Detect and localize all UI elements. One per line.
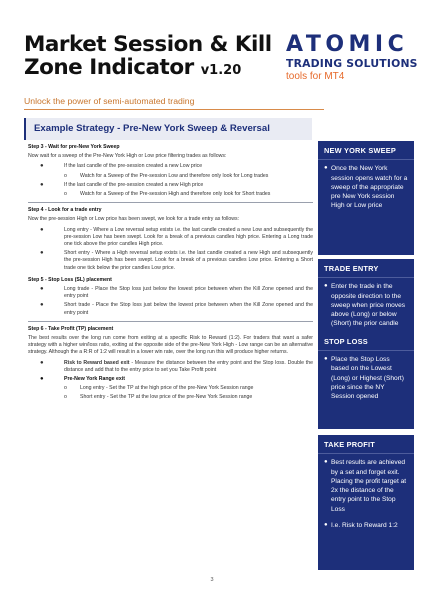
list-item	[318, 517, 414, 533]
step6-bullet2-sub1: Long entry - Set the TP at the high price of the pre-New York Session range	[80, 385, 254, 392]
tagline-divider	[24, 109, 324, 110]
circle-bullet-icon: o	[64, 172, 67, 179]
circle-bullet-icon: o	[64, 385, 67, 392]
list-item	[318, 454, 414, 517]
title-line-2-text: Zone Indicator	[24, 55, 194, 80]
circle-bullet-icon: o	[64, 191, 67, 198]
bullet-icon: ●	[40, 302, 44, 309]
trade-entry-text: Enter the trade in the opposite direction to the sweep when price moves above (Long) or below (Short) the prior candle	[331, 283, 406, 328]
bullet-icon: ●	[324, 459, 328, 466]
title-line-2	[24, 56, 272, 83]
step6-bullet2: Pre-New York Range exit	[64, 376, 125, 383]
list-item	[28, 182, 313, 189]
list-item	[28, 286, 313, 300]
step6-bullet2-sub2: Short entry - Set the TP at the low price of the pre-New York Session range	[80, 394, 253, 401]
list-item	[28, 173, 313, 180]
step6-intro: The best results over the long run come from exiting at a specific Risk to Reward (1:2). For traders that want a safer strategy with a higher win/loss ratio, exiting at the opposite side of the pre-New York High - Low range can be an alternative strategy. Although the a R:R of 1:2 will result in a lower win rate, over the long run this will produce higher returns.	[28, 335, 313, 356]
bullet-icon: ●	[324, 283, 328, 290]
step5-bullet1: Long trade - Place the Stop loss just below the lowest price between when the Kill Zone opened and the entry point	[64, 286, 313, 300]
step3-bullet1: If the last candle of the pre-session created a new Low price	[64, 163, 203, 170]
take-profit-text-2: I.e. Risk to Reward 1:2	[331, 522, 398, 530]
step4-intro: Now the pre-session High or Low price has been swept, we look for a trade entry as follows:	[28, 216, 240, 223]
document-header	[24, 32, 418, 84]
sidebar-ny-sweep	[318, 141, 414, 255]
list-item	[28, 227, 313, 249]
step6-heading: Step 6 - Take Profit (TP) placement	[28, 321, 313, 335]
bullet-icon: ●	[40, 250, 44, 257]
circle-bullet-icon: o	[64, 394, 67, 401]
bullet-icon: ●	[40, 226, 44, 233]
bullet-icon: ●	[40, 376, 44, 383]
take-profit-text-1: Best results are achieved by a set and forget exit. Placing the profit target at 2x the distance of the entry point to the Stop Loss	[331, 459, 407, 513]
sidebar-trade-entry-stop-loss	[318, 259, 414, 429]
ny-sweep-title: NEW YORK SWEEP	[318, 141, 414, 160]
list-item	[318, 278, 414, 331]
step3-bullet2-sub: Watch for a Sweep of the Pre-session High and therefore only look for Short trades	[80, 191, 271, 198]
bullet-icon: ●	[40, 163, 44, 170]
logo-subtitle: TRADING SOLUTIONS	[286, 57, 418, 70]
list-item	[318, 160, 414, 213]
take-profit-title: TAKE PROFIT	[318, 435, 414, 454]
atomic-logo	[286, 34, 424, 83]
logo-name: ATOMIC	[286, 32, 409, 57]
step4-heading: Step 4 - Look for a trade entry	[28, 202, 313, 216]
bullet-icon: ●	[324, 356, 328, 363]
step4-bullet1: Long entry - Where a Low reversal setup exists i.e. the last candle created a new Low and subsequently the pre-session Low has been swept. Look for a break of a previous candles high price. Entering a Long trade one tick above the prior candles High price.	[64, 226, 313, 248]
logo-tagline: tools for MT4	[286, 71, 345, 82]
bullet-icon: ●	[324, 165, 328, 172]
version-label: v1.20	[200, 63, 242, 78]
list-item	[28, 302, 313, 316]
step5-bullet2: Short trade - Place the Stop loss just below the lowest price between when the Kill Zone opened and the entry point	[64, 302, 313, 316]
trade-entry-title: TRADE ENTRY	[318, 259, 414, 278]
stop-loss-text: Place the Stop Loss based on the Lowest (Long) or Highest (Short) price since the NY Session opened	[331, 356, 404, 401]
main-content	[28, 141, 313, 404]
list-item	[28, 360, 313, 374]
bullet-icon: ●	[40, 286, 44, 293]
bullet-icon: ●	[40, 359, 44, 366]
sidebar-take-profit	[318, 435, 414, 570]
bullet-icon: ●	[40, 181, 44, 188]
section-title: Example Strategy - Pre-New York Sweep & Reversal	[24, 118, 312, 140]
step5-heading: Step 5 - Stop Loss (SL) placement	[28, 276, 112, 283]
document-title	[24, 34, 272, 83]
step6-bullet1-label: Risk to Reward based exit	[64, 359, 130, 366]
step3-intro: Now wait for a sweep of the Pre-New York High or Low price filtering trades as follows:	[28, 153, 227, 160]
step6-bullet1-text: - Measure the distance between the entry point and the Stop loss. Double the distance and add that to the entry price to set you Take Profit point	[64, 359, 314, 373]
list-item	[318, 351, 414, 404]
bullet-icon: ●	[324, 522, 328, 529]
list-item	[28, 191, 313, 198]
step4-bullet2: Short entry - Where a High reversal setup exists i.e. the last candle created a new High and subsequently the pre-session High has been swept. Look for a break of a previous candles Low price. Entering a Short trade one tick below the prior candles Low price.	[64, 250, 313, 271]
list-item	[28, 394, 313, 401]
stop-loss-title: STOP LOSS	[318, 332, 414, 351]
step3-bullet2: If the last candle of the pre-session created a new High price	[64, 181, 204, 188]
title-line-1: Market Session & Kill	[24, 32, 272, 57]
list-item	[28, 250, 313, 272]
page-tagline: Unlock the power of semi-automated trading	[24, 96, 195, 106]
list-item	[28, 163, 313, 170]
page-number: 3	[210, 577, 214, 583]
ny-sweep-text: Once the New York session opens watch for a sweep of the appropriate pre New York session High or Low price	[331, 165, 408, 210]
list-item	[28, 376, 313, 383]
step3-bullet1-sub: Watch for a Sweep of the Pre-session Low and therefore only look for Long trades	[80, 172, 269, 179]
step3-heading: Step 3 - Wait for pre-New York Sweep	[28, 144, 120, 150]
list-item	[28, 385, 313, 392]
